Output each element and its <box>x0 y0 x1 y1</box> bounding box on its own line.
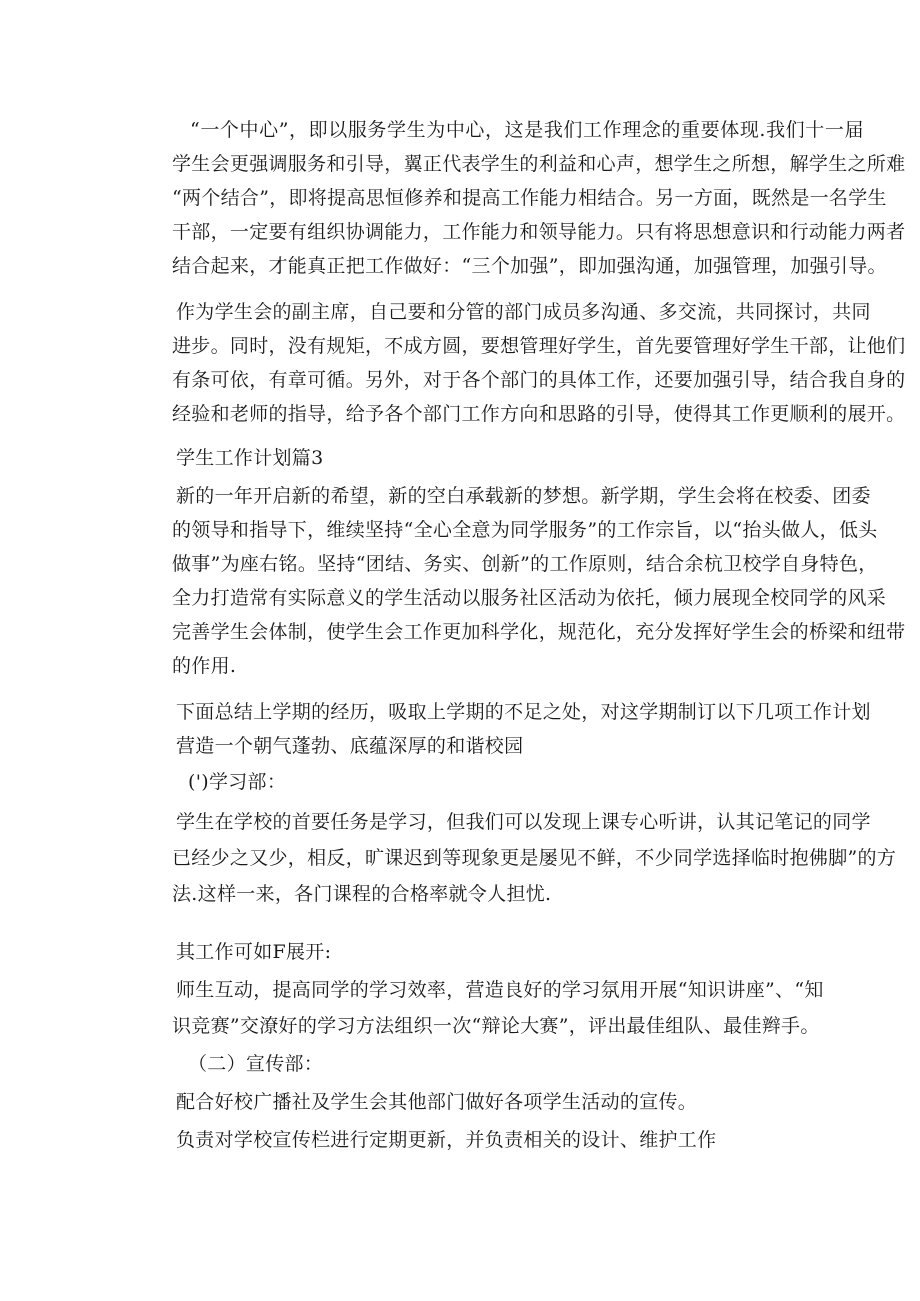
text-line: 的作用. <box>172 655 237 677</box>
text-line: 完善学生会体制，使学生会工作更加科学化，规范化，充分发挥好学生会的桥梁和纽带 <box>172 621 906 643</box>
text-line: “一个中心”，即以服务学生为中心，这是我们工作理念的重要体现.我们十一届 <box>190 119 865 141</box>
text-line: 作为学生会的副主席，自己要和分管的部门成员多沟通、多交流，共同探讨，共同 <box>176 301 871 323</box>
text-line: 负责对学校宣传栏进行定期更新，并负责相关的设计、维护工作 <box>176 1129 717 1151</box>
text-line: 经验和老师的指导，给予各个部门工作方向和思路的引导，使得其工作更顺利的展开。 <box>172 403 906 425</box>
text-line: 学生在学校的首要任务是学习，但我们可以发现上课专心听讲，认其记笔记的同学 <box>176 811 871 833</box>
text-line: 有条可依，有章可循。另外，对于各个部门的具体工作，还要加强引导，结合我自身的 <box>172 369 906 391</box>
text-line: 进步。同时，没有规矩，不成方圆，要想管理好学生，首先要管理好学生干部，让他们 <box>172 335 906 357</box>
subsection-heading: （二）宣传部： <box>188 1053 324 1075</box>
text-line: 做事”为座右铭。坚持“团结、务实、创新”的工作原则，结合余杭卫校学自身特色， <box>172 553 878 575</box>
text-line: 配合好校广播社及学生会其他部门做好各项学生活动的宣传。 <box>176 1091 698 1113</box>
text-line: “两个结合”，即将提高思恒修养和提高工作能力相结合。另一方面，既然是一名学生 <box>172 187 887 209</box>
subsection-heading: (')学习部： <box>188 771 287 793</box>
section-heading: 学生工作计划篇3 <box>176 447 324 469</box>
text-line: 下面总结上学期的经历，吸取上学期的不足之处，对这学期制订以下几项工作计划 <box>176 701 871 723</box>
text-line: 结合起来，才能真正把工作做好：“三个加强”，即加强沟通，加强管理，加强引导。 <box>172 255 887 277</box>
text-line: 干部，一定要有组织协调能力，工作能力和领导能力。只有将思想意识和行动能力两者 <box>172 221 906 243</box>
text-line: 其工作可如F展开: <box>176 941 332 963</box>
text-line: 学生会更强调服务和引导，翼正代表学生的利益和心声，想学生之所想，解学生之所难 <box>172 153 906 175</box>
text-line: 识竞赛”交潦好的学习方法组织一次“辩论大赛”，评出最佳组队、最佳辫手。 <box>172 1015 820 1037</box>
text-line: 法.这样一来，各门课程的合格率就令人担忧. <box>172 883 552 905</box>
text-line: 营造一个朝气蓬勃、底蕴深厚的和谐校园 <box>176 735 524 757</box>
text-line: 的领导和指导下，维续坚持“全心全意为同学服务”的工作宗旨，以“抬头做人，低头 <box>172 519 878 541</box>
text-line: 师生互动，提高同学的学习效率，营造良好的学习氛用开展“知识讲座”、“知 <box>176 979 824 1001</box>
text-line: 已经少之又少，相反，旷课迟到等现象更是屡见不鲜，不少同学选择临时抱佛脚”的方 <box>172 847 897 869</box>
text-line: 新的一年开启新的希望，新的空白承载新的梦想。新学期，学生会将在校委、团委 <box>176 485 871 507</box>
text-line: 全力打造常有实际意义的学生活动以服务社区活动为依托，倾力展现全校同学的风采 <box>172 587 887 609</box>
